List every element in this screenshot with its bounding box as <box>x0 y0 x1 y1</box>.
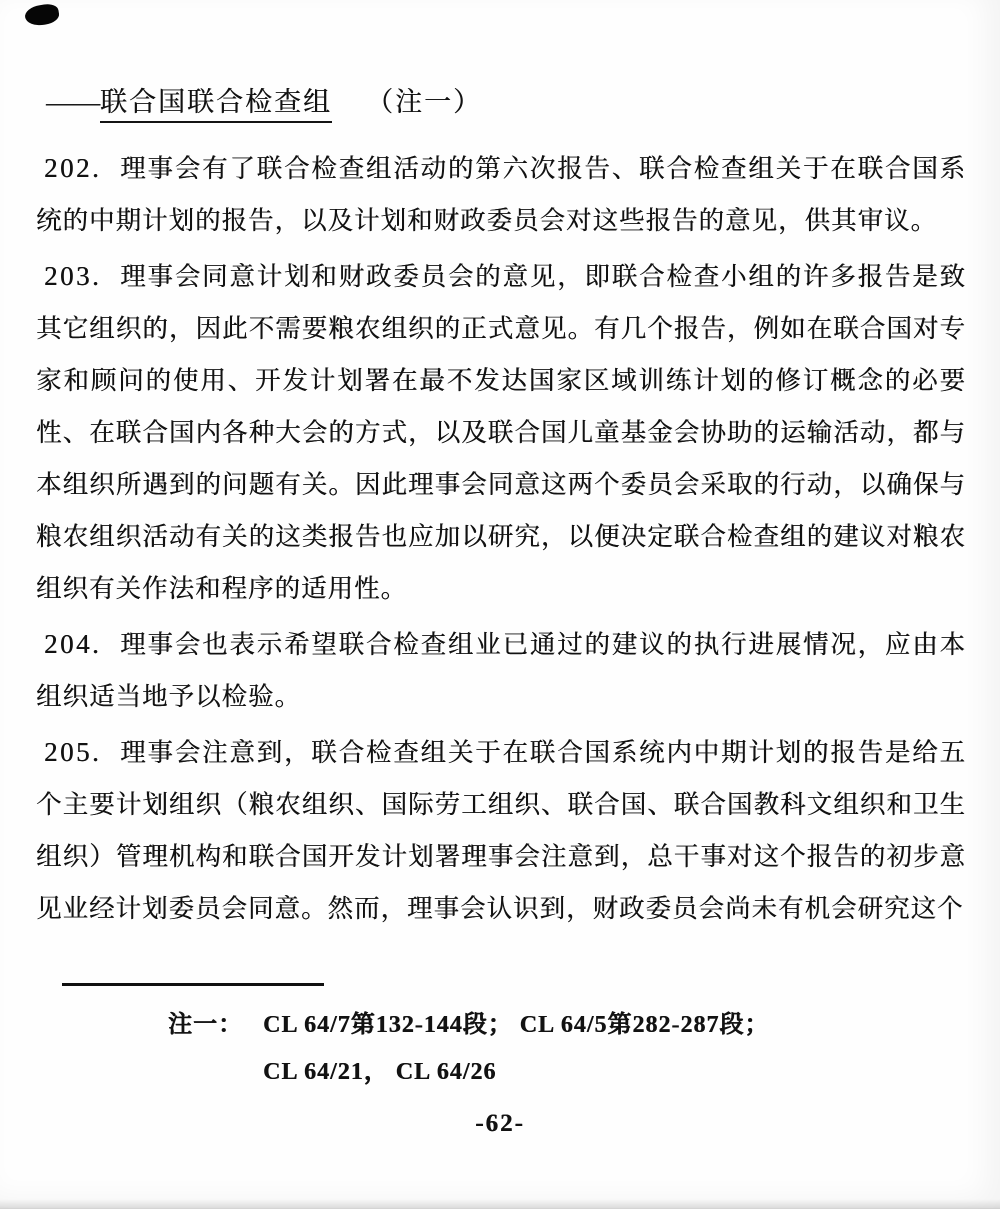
scan-artifact-blot <box>24 2 61 27</box>
section-heading <box>46 80 482 119</box>
footnote-line-2: CL 64/21， CL 64/26 <box>263 1059 497 1085</box>
footnote-line-1: CL 64/7第132-144段； CL 64/5第282-287段； <box>263 1012 770 1038</box>
paragraph-203 <box>36 250 966 615</box>
heading-note-ref: （注一） <box>366 87 482 117</box>
page-number: -62- <box>475 1110 525 1137</box>
paragraph-text: 理事会也表示希望联合检查组业已通过的建议的执行进展情况，应由本组织适当地予以检验。 <box>36 630 966 711</box>
paragraph-number: 205. <box>44 737 102 767</box>
footnote-label: 注一： <box>168 1012 243 1038</box>
paragraph-204 <box>36 618 966 723</box>
footnote-body <box>263 1002 769 1096</box>
footnote-separator-line <box>62 983 324 986</box>
paragraph-text: 理事会同意计划和财政委员会的意见，即联合检查小组的许多报告是致其它组织的，因此不需要粮农组织的正式意见。有几个报告，例如在联合国对专家和顾问的使用、开发计划署在最不发达国家区域训练计划的修订概念的必要性、在联合国内各种大会的方式，以及联合国儿童基金会协助的运输活动，都与本组织所遇到的问题有关。因此理事会同意这两个委员会采取的行动，以确保与粮农组织活动有关的这类报告也应加以研究，以便决定联合检查组的建议对粮农组织有关作法和程序的适用性。 <box>36 262 966 603</box>
paragraph-text: 理事会注意到，联合检查组关于在联合国系统内中期计划的报告是给五个主要计划组织（粮农组织、国际劳工组织、联合国、联合国教科文组织和卫生组织）管理机构和联合国开发计划署理事会注意到，总干事对这个报告的初步意见业经计划委员会同意。然而，理事会认识到，财政委员会尚未有机会研究这个 <box>36 738 966 923</box>
heading-title: 联合国联合检查组 <box>100 87 332 123</box>
paragraph-202 <box>36 142 966 247</box>
body-text <box>36 142 966 938</box>
heading-dash: —— <box>46 87 100 117</box>
paragraph-number: 204. <box>44 629 102 659</box>
paragraph-number: 203. <box>44 261 102 291</box>
paragraph-205 <box>36 726 966 935</box>
paragraph-text: 理事会有了联合检查组活动的第六次报告、联合检查组关于在联合国系统的中期计划的报告，以及计划和财政委员会对这些报告的意见，供其审议。 <box>36 154 966 235</box>
scan-edge-shadow <box>0 1199 1000 1209</box>
footnote <box>168 1002 769 1096</box>
paragraph-number: 202. <box>44 153 102 183</box>
